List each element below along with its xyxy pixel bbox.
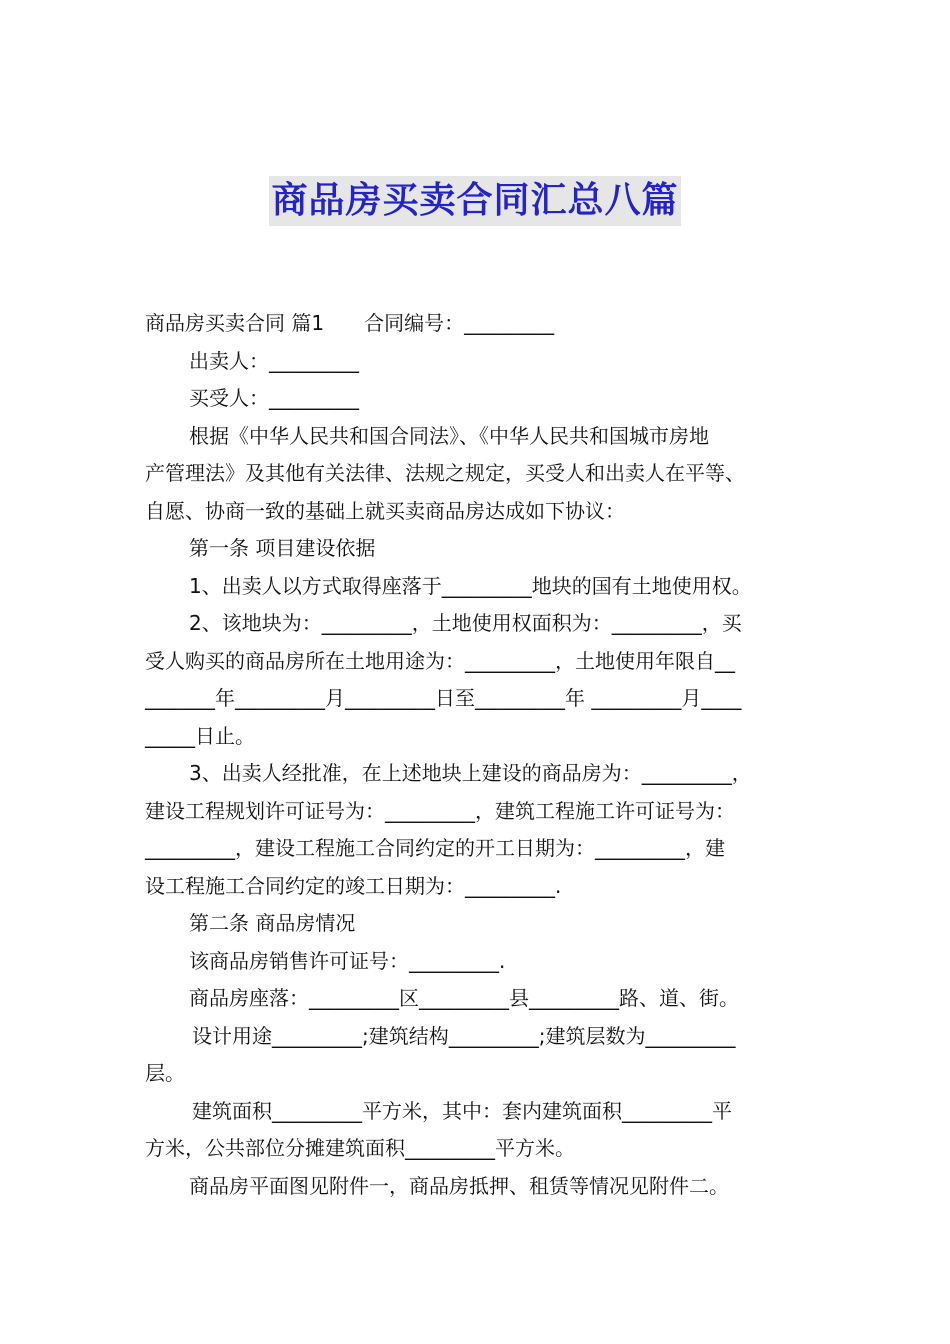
body-line: 买受人：_________ bbox=[189, 386, 359, 410]
body-line: 出卖人：_________ bbox=[189, 348, 359, 373]
section-heading: 第一条 项目建设依据 bbox=[189, 536, 376, 560]
section-heading: 第二条 商品房情况 bbox=[189, 911, 356, 935]
body-line: 商品房平面图见附件一，商品房抵押、租赁等情况见附件二。 bbox=[189, 1173, 729, 1198]
body-line: 建筑面积_________平方米，其中：套内建筑面积_________平 bbox=[192, 1098, 732, 1123]
body-line: _______年_________月_________日至_________年 _________月____ bbox=[145, 686, 742, 710]
body-line: 方米，公共部位分摊建筑面积_________平方米。 bbox=[145, 1136, 575, 1160]
title-container bbox=[0, 176, 950, 226]
document-body bbox=[145, 305, 815, 1205]
body-line: 设计用途_________;建筑结构_________;建筑层数为_________ bbox=[192, 1023, 736, 1048]
body-line: 产管理法》及其他有关法律、法规之规定，买受人和出卖人在平等、 bbox=[145, 461, 745, 485]
body-line: 受人购买的商品房所在土地用途为：_________，土地使用年限自__ bbox=[145, 648, 735, 673]
body-line: 自愿、协商一致的基础上就买卖商品房达成如下协议： bbox=[145, 498, 625, 523]
body-line: 2、该地块为：_________，土地使用权面积为：_________，买 bbox=[189, 611, 742, 635]
document-title: 商品房买卖合同汇总八篇 bbox=[269, 176, 680, 226]
body-line: _________，建设工程施工合同约定的开工日期为：_________，建 bbox=[145, 836, 725, 860]
body-line: 层。 bbox=[145, 1061, 185, 1085]
body-line: _____日止。 bbox=[145, 723, 255, 748]
body-line: 设工程施工合同约定的竣工日期为：_________. bbox=[145, 873, 562, 898]
body-line: 商品房座落：_________区_________县_________路、道、街。 bbox=[189, 986, 739, 1010]
body-line: 根据《中华人民共和国合同法》、《中华人民共和国城市房地 bbox=[189, 423, 709, 448]
body-line: 商品房买卖合同 篇1 合同编号：_________ bbox=[145, 311, 555, 335]
body-line: 该商品房销售许可证号：_________. bbox=[189, 948, 506, 973]
body-line: 1、出卖人以方式取得座落于_________地块的国有土地使用权。 bbox=[189, 573, 752, 598]
body-line: 建设工程规划许可证号为：_________，建筑工程施工许可证号为： bbox=[145, 798, 735, 823]
body-line: 3、出卖人经批准，在上述地块上建设的商品房为：_________， bbox=[189, 761, 752, 785]
